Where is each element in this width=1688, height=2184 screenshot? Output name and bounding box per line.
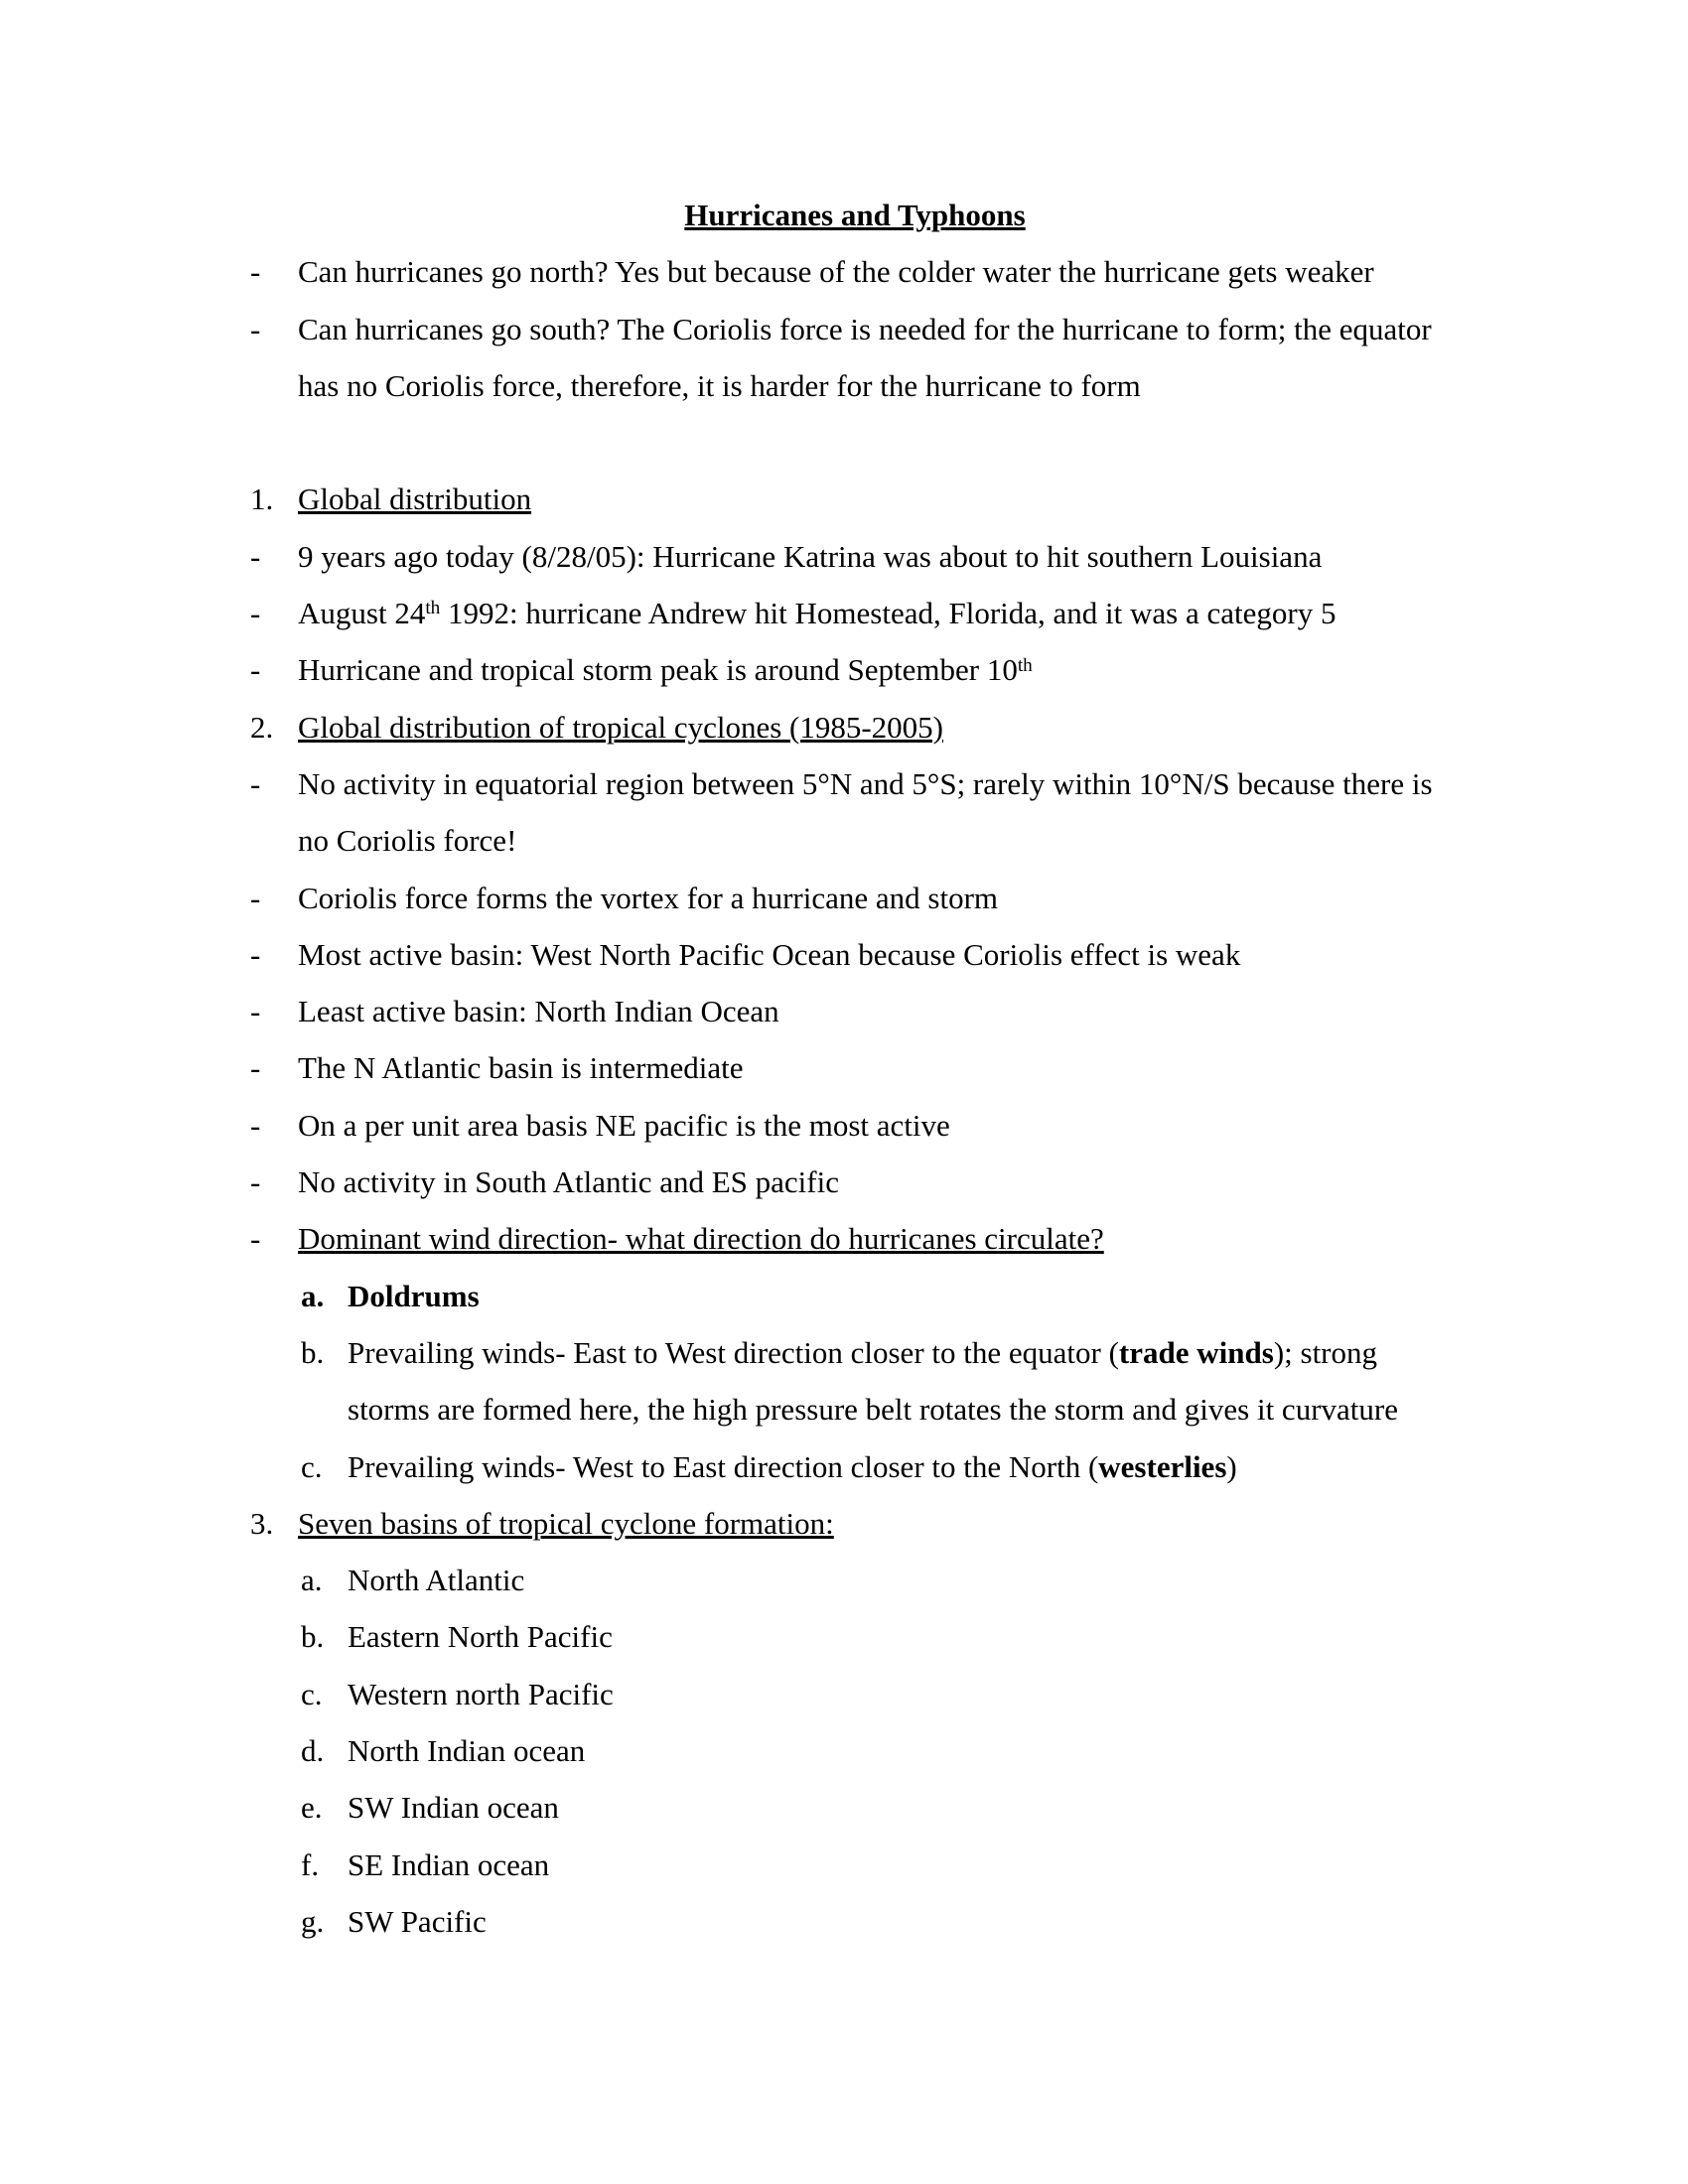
text-segment: Prevailing winds- West to East direction closer to the North ( [348,1448,1099,1484]
list-item [0,1666,1460,1722]
item-text [348,1677,614,1711]
item-marker: - [250,254,261,290]
list-item [0,1324,1460,1438]
item-text [298,312,1432,403]
text-segment: August 24 [298,596,426,631]
item-marker: - [250,1221,261,1257]
text-segment: 9 years ago today (8/28/05): Hurricane Katrina was about to hit southern Louisiana [298,538,1323,574]
superscript: th [1017,654,1033,676]
text-segment: No activity in South Atlantic and ES pacific [298,1164,839,1200]
text-segment: Global distribution of tropical cyclones (1985-2005) [298,709,944,745]
list-item [0,1495,1460,1552]
list-item [0,1039,1460,1096]
spacer-line [0,414,1460,471]
item-marker: a. [301,1563,323,1598]
item-text [298,481,531,516]
item-text [298,1108,950,1143]
item-marker: - [250,538,261,574]
page-title: Hurricanes and Typhoons [684,198,1026,232]
item-marker: - [250,994,261,1029]
list-item [0,1779,1460,1836]
text-segment: Dominant wind direction- what direction do hurricanes circulate? [298,1221,1104,1257]
item-text [348,1335,1398,1427]
text-segment: Least active basin: North Indian Ocean [298,994,779,1029]
text-segment: ) [1226,1448,1237,1484]
item-text [298,1164,839,1199]
text-segment: Global distribution [298,481,532,517]
item-text [348,1619,613,1654]
list-item [0,1608,1460,1665]
text-segment: On a per unit area basis NE pacific is the most active [298,1107,950,1143]
item-marker: g. [301,1903,325,1939]
item-marker: - [250,880,261,915]
item-marker: 1. [250,481,274,517]
item-marker: b. [301,1619,325,1655]
list-item [0,926,1460,983]
list-item [0,1097,1460,1154]
list-item [0,1837,1460,1893]
text-segment: trade winds [1118,1334,1274,1370]
item-text [348,1563,524,1597]
list-item [0,1438,1460,1495]
item-text [298,1506,834,1541]
item-marker: f. [301,1846,320,1882]
text-segment: North Indian ocean [348,1733,586,1769]
list-item [0,301,1460,415]
item-marker: - [250,1107,261,1143]
text-segment: Eastern North Pacific [348,1619,613,1655]
item-text [348,1279,480,1313]
item-text [348,1449,1237,1484]
list-item [0,699,1460,755]
text-segment: Can hurricanes go north? Yes but because of the colder water the hurricane gets weaker [298,254,1374,290]
text-segment: Seven basins of tropical cyclone formation: [298,1505,834,1541]
item-text [348,1847,549,1882]
list-item [0,243,1460,300]
item-marker: c. [301,1676,323,1711]
item-text [298,652,1033,687]
text-segment: North Atlantic [348,1563,525,1598]
item-marker: c. [301,1448,323,1484]
item-text [298,937,1240,972]
title-line [250,187,1460,243]
list-item [0,983,1460,1039]
text-segment: Prevailing winds- East to West direction closer to the equator ( [348,1334,1119,1370]
list-item [0,1722,1460,1779]
text-segment: SW Pacific [348,1903,487,1939]
text-segment: westerlies [1098,1448,1227,1484]
text-segment: Most active basin: West North Pacific Ocean because Coriolis effect is weak [298,936,1241,972]
list-item [0,755,1460,870]
list-item [0,870,1460,926]
list-item [0,1268,1460,1324]
text-segment: Can hurricanes go south? The Coriolis force is needed for the hurricane to form; the equator has no Coriolis force, therefore, it is harder for the hurricane to form [298,311,1432,403]
item-text [348,1904,487,1939]
item-marker: - [250,652,261,688]
text-segment: 1992: hurricane Andrew hit Homestead, Florida, and it was a category 5 [440,596,1336,631]
item-text [298,1221,1104,1256]
list-item [0,471,1460,527]
list-item [0,1210,1460,1267]
text-segment: Doldrums [348,1278,480,1313]
list-item [0,1893,1460,1950]
item-marker: e. [301,1790,323,1826]
text-segment: Hurricane and tropical storm peak is around September 10 [298,652,1018,688]
superscript: th [425,598,441,619]
item-text [298,994,779,1028]
item-marker: - [250,1164,261,1200]
item-marker: a. [301,1278,325,1313]
item-marker: 2. [250,709,274,745]
text-segment: No activity in equatorial region between 5°N and 5°S; rarely within 10°N/S because there is no Coriolis force! [298,765,1433,859]
list-item [0,641,1460,698]
text-segment: ); strong storms are formed here, the high pressure belt rotates the storm and gives it curvature [348,1334,1398,1428]
item-text [348,1790,559,1825]
list-item [0,1154,1460,1210]
text-segment: The N Atlantic basin is intermediate [298,1050,744,1086]
text-segment: Western north Pacific [348,1676,614,1711]
item-marker: b. [301,1334,325,1370]
list-item [0,1552,1460,1608]
item-marker: d. [301,1733,325,1769]
item-text [298,254,1374,289]
text-segment: Coriolis force forms the vortex for a hurricane and storm [298,880,999,915]
item-text [298,881,998,915]
text-segment: SW Indian ocean [348,1790,559,1826]
item-text [298,596,1336,630]
item-text [298,1050,744,1085]
text-segment: SE Indian ocean [348,1846,550,1882]
item-marker: - [250,311,261,346]
item-marker: - [250,596,261,631]
item-marker: - [250,936,261,972]
doc-body [0,243,1460,1950]
item-text [348,1733,585,1768]
item-text [298,766,1433,858]
item-text [298,539,1322,574]
list-item [0,585,1460,641]
item-text [298,710,943,745]
item-marker: - [250,1050,261,1086]
item-marker: - [250,765,261,801]
item-marker: 3. [250,1505,274,1541]
list-item [0,528,1460,585]
